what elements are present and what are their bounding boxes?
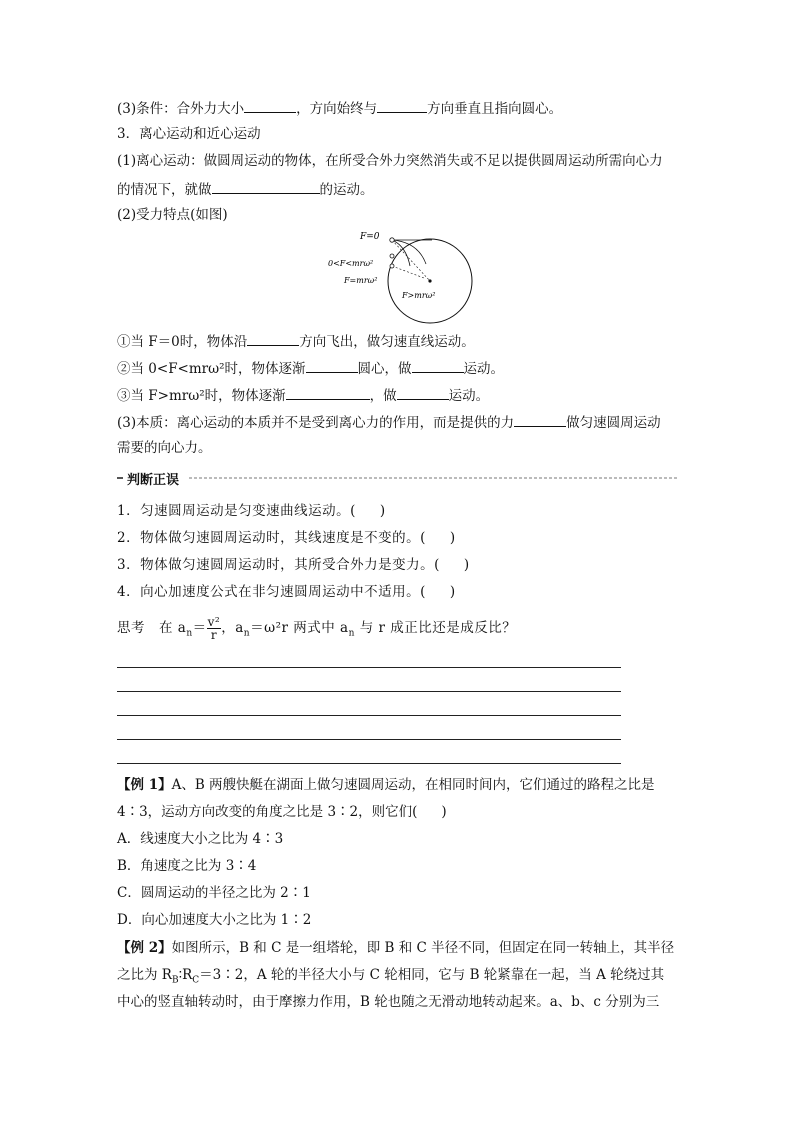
think-text-4: 与 r 成正比还是成反比？ bbox=[354, 620, 517, 636]
case-2-text-3: 运动。 bbox=[463, 361, 505, 377]
essence-line2: 需要的向心力。 bbox=[117, 440, 212, 456]
judge-item-text: 4．向心加速度公式在非匀速圆周运动中不适用。( bbox=[117, 584, 426, 600]
subscript: n bbox=[348, 628, 355, 639]
label-f-equal: F=mrω² bbox=[344, 276, 378, 285]
judge-item bbox=[117, 529, 456, 547]
subscript: C bbox=[192, 975, 200, 986]
judge-item bbox=[117, 556, 470, 574]
paren-close: ) bbox=[379, 503, 386, 519]
subscript: n bbox=[186, 628, 193, 639]
section-marker bbox=[117, 477, 123, 479]
subscript: B bbox=[171, 975, 179, 986]
subheading-centrifugal: 3．离心运动和近心运动 bbox=[117, 126, 261, 142]
option-a[interactable]: A．线速度大小之比为 4∶3 bbox=[117, 831, 284, 847]
example-1-line2 bbox=[117, 803, 447, 821]
paren-close: ) bbox=[449, 530, 456, 546]
case-3-text-3: 运动。 bbox=[448, 388, 490, 404]
example-1-tag: 【例 1】 bbox=[117, 777, 172, 793]
case-3-text-2: ，做 bbox=[369, 388, 397, 404]
fraction-numerator: v² bbox=[207, 615, 221, 629]
case-3-text-1: ③当 F>mrω²时，物体逐渐 bbox=[117, 388, 286, 404]
fill-blank[interactable] bbox=[212, 179, 320, 194]
think-text-3: ＝ω²r 两式中 a bbox=[250, 620, 349, 636]
judge-item-text: 1．匀速圆周运动是匀变速曲线运动。( bbox=[117, 503, 356, 519]
example-2-line3: 中心的竖直轴转动时，由于摩擦力作用，B 轮也随之无滑动地转动起来。a、b、c 分别为三 bbox=[117, 994, 660, 1010]
option-d[interactable]: D．向心加速度大小之比为 1∶2 bbox=[117, 912, 312, 928]
example-2-tag: 【例 2】 bbox=[117, 940, 172, 956]
case-3 bbox=[117, 385, 489, 405]
fill-blank[interactable] bbox=[306, 358, 358, 373]
force-arrow-dashed bbox=[392, 266, 424, 278]
answer-line[interactable] bbox=[117, 691, 621, 692]
case-1-text-2: 方向飞出，做匀速直线运动。 bbox=[299, 334, 475, 350]
case-2-text-2: 圆心，做 bbox=[357, 361, 412, 377]
paren-close: ) bbox=[449, 584, 456, 600]
case-1-text-1: ①当 F＝0时，物体沿 bbox=[117, 334, 248, 350]
fill-blank[interactable] bbox=[412, 358, 464, 373]
centrifugal-diagram bbox=[320, 226, 480, 336]
judge-item-text: 2．物体做匀速圆周运动时，其线速度是不变的。( bbox=[117, 530, 426, 546]
condition-text-3: 方向垂直且指向圆心。 bbox=[427, 101, 563, 117]
condition-text-1: (3)条件：合外力大小 bbox=[117, 101, 245, 117]
equals: ＝ bbox=[192, 620, 207, 636]
center-point bbox=[428, 279, 431, 282]
option-b[interactable]: B．角速度之比为 3∶4 bbox=[117, 858, 257, 874]
case-2-text-1: ②当 0<F<mrω²时，物体逐渐 bbox=[117, 361, 306, 377]
case-1 bbox=[117, 331, 475, 351]
example-1-text: 4∶3，运动方向改变的角度之比是 3∶2，则它们( bbox=[117, 804, 418, 820]
fraction bbox=[207, 616, 222, 641]
example-2-line1 bbox=[117, 939, 674, 957]
option-c[interactable]: C．圆周运动的半径之比为 2∶1 bbox=[117, 885, 311, 901]
judge-item bbox=[117, 502, 386, 520]
think-text-2: ，a bbox=[221, 620, 244, 636]
label-f-less: 0<F<mrω² bbox=[328, 259, 374, 268]
dotted-divider bbox=[189, 477, 677, 479]
example-2-text: ＝3∶2，A 轮的半径大小与 C 轮相同，它与 B 轮紧靠在一起，当 A 轮绕过其 bbox=[199, 967, 665, 983]
essence-text-1: (3)本质：离心运动的本质并不是受到离心力的作用，而是提供的力 bbox=[117, 415, 515, 431]
judge-item-text: 3．物体做匀速圆周运动时，其所受合外力是变力。( bbox=[117, 557, 440, 573]
fill-blank[interactable] bbox=[397, 385, 449, 400]
subscript: n bbox=[243, 628, 251, 639]
section-title: 判断正误 bbox=[127, 473, 180, 488]
force-features-heading: (2)受力特点(如图) bbox=[117, 207, 228, 223]
example-2-text: 之比为 R bbox=[117, 967, 172, 983]
fill-blank[interactable] bbox=[514, 412, 566, 427]
definition-text-2: 的运动。 bbox=[319, 182, 374, 198]
example-2-text: 如图所示，B 和 C 是一组塔轮，即 B 和 C 半径不同，但固定在同一转轴上，其半径 bbox=[171, 940, 675, 956]
definition-text-1: 的情况下，就做 bbox=[117, 182, 212, 198]
object-point bbox=[390, 238, 394, 242]
essence-line1 bbox=[117, 412, 661, 432]
label-f-zero: F=0 bbox=[360, 232, 380, 242]
fill-blank[interactable] bbox=[247, 331, 299, 346]
example-2-line2 bbox=[117, 966, 664, 990]
answer-line[interactable] bbox=[117, 739, 621, 740]
answer-line[interactable] bbox=[117, 763, 621, 764]
label-f-greater: F>mrω² bbox=[402, 291, 436, 300]
paren-close: ) bbox=[441, 804, 447, 820]
answer-line[interactable] bbox=[117, 667, 621, 668]
section-header-judge bbox=[117, 470, 677, 486]
think-text-1: 思考 在 a bbox=[117, 620, 187, 636]
case-2 bbox=[117, 358, 504, 378]
example-2-text: ∶R bbox=[178, 967, 193, 983]
fraction-denominator: r bbox=[210, 628, 218, 642]
judge-item bbox=[117, 583, 456, 601]
example-1-line1 bbox=[117, 776, 655, 794]
centrifugal-definition-line1: (1)离心运动：做圆周运动的物体，在所受合外力突然消失或不足以提供圆周运动所需向心力 bbox=[117, 153, 663, 169]
paren-close: ) bbox=[463, 557, 470, 573]
answer-line[interactable] bbox=[117, 715, 621, 716]
centrifugal-definition-line2 bbox=[117, 179, 374, 199]
think-question bbox=[117, 616, 516, 643]
fill-blank[interactable] bbox=[286, 385, 370, 400]
essence-text-2: 做匀速圆周运动 bbox=[566, 415, 661, 431]
fill-blank[interactable] bbox=[377, 98, 427, 113]
example-1-text: A、B 两艘快艇在湖面上做匀速圆周运动，在相同时间内，它们通过的路程之比是 bbox=[171, 777, 655, 793]
fill-blank[interactable] bbox=[244, 98, 296, 113]
condition-text-2: ，方向始终与 bbox=[296, 101, 378, 117]
object-point bbox=[390, 264, 394, 268]
object-point bbox=[390, 254, 394, 258]
condition-line bbox=[117, 98, 562, 118]
